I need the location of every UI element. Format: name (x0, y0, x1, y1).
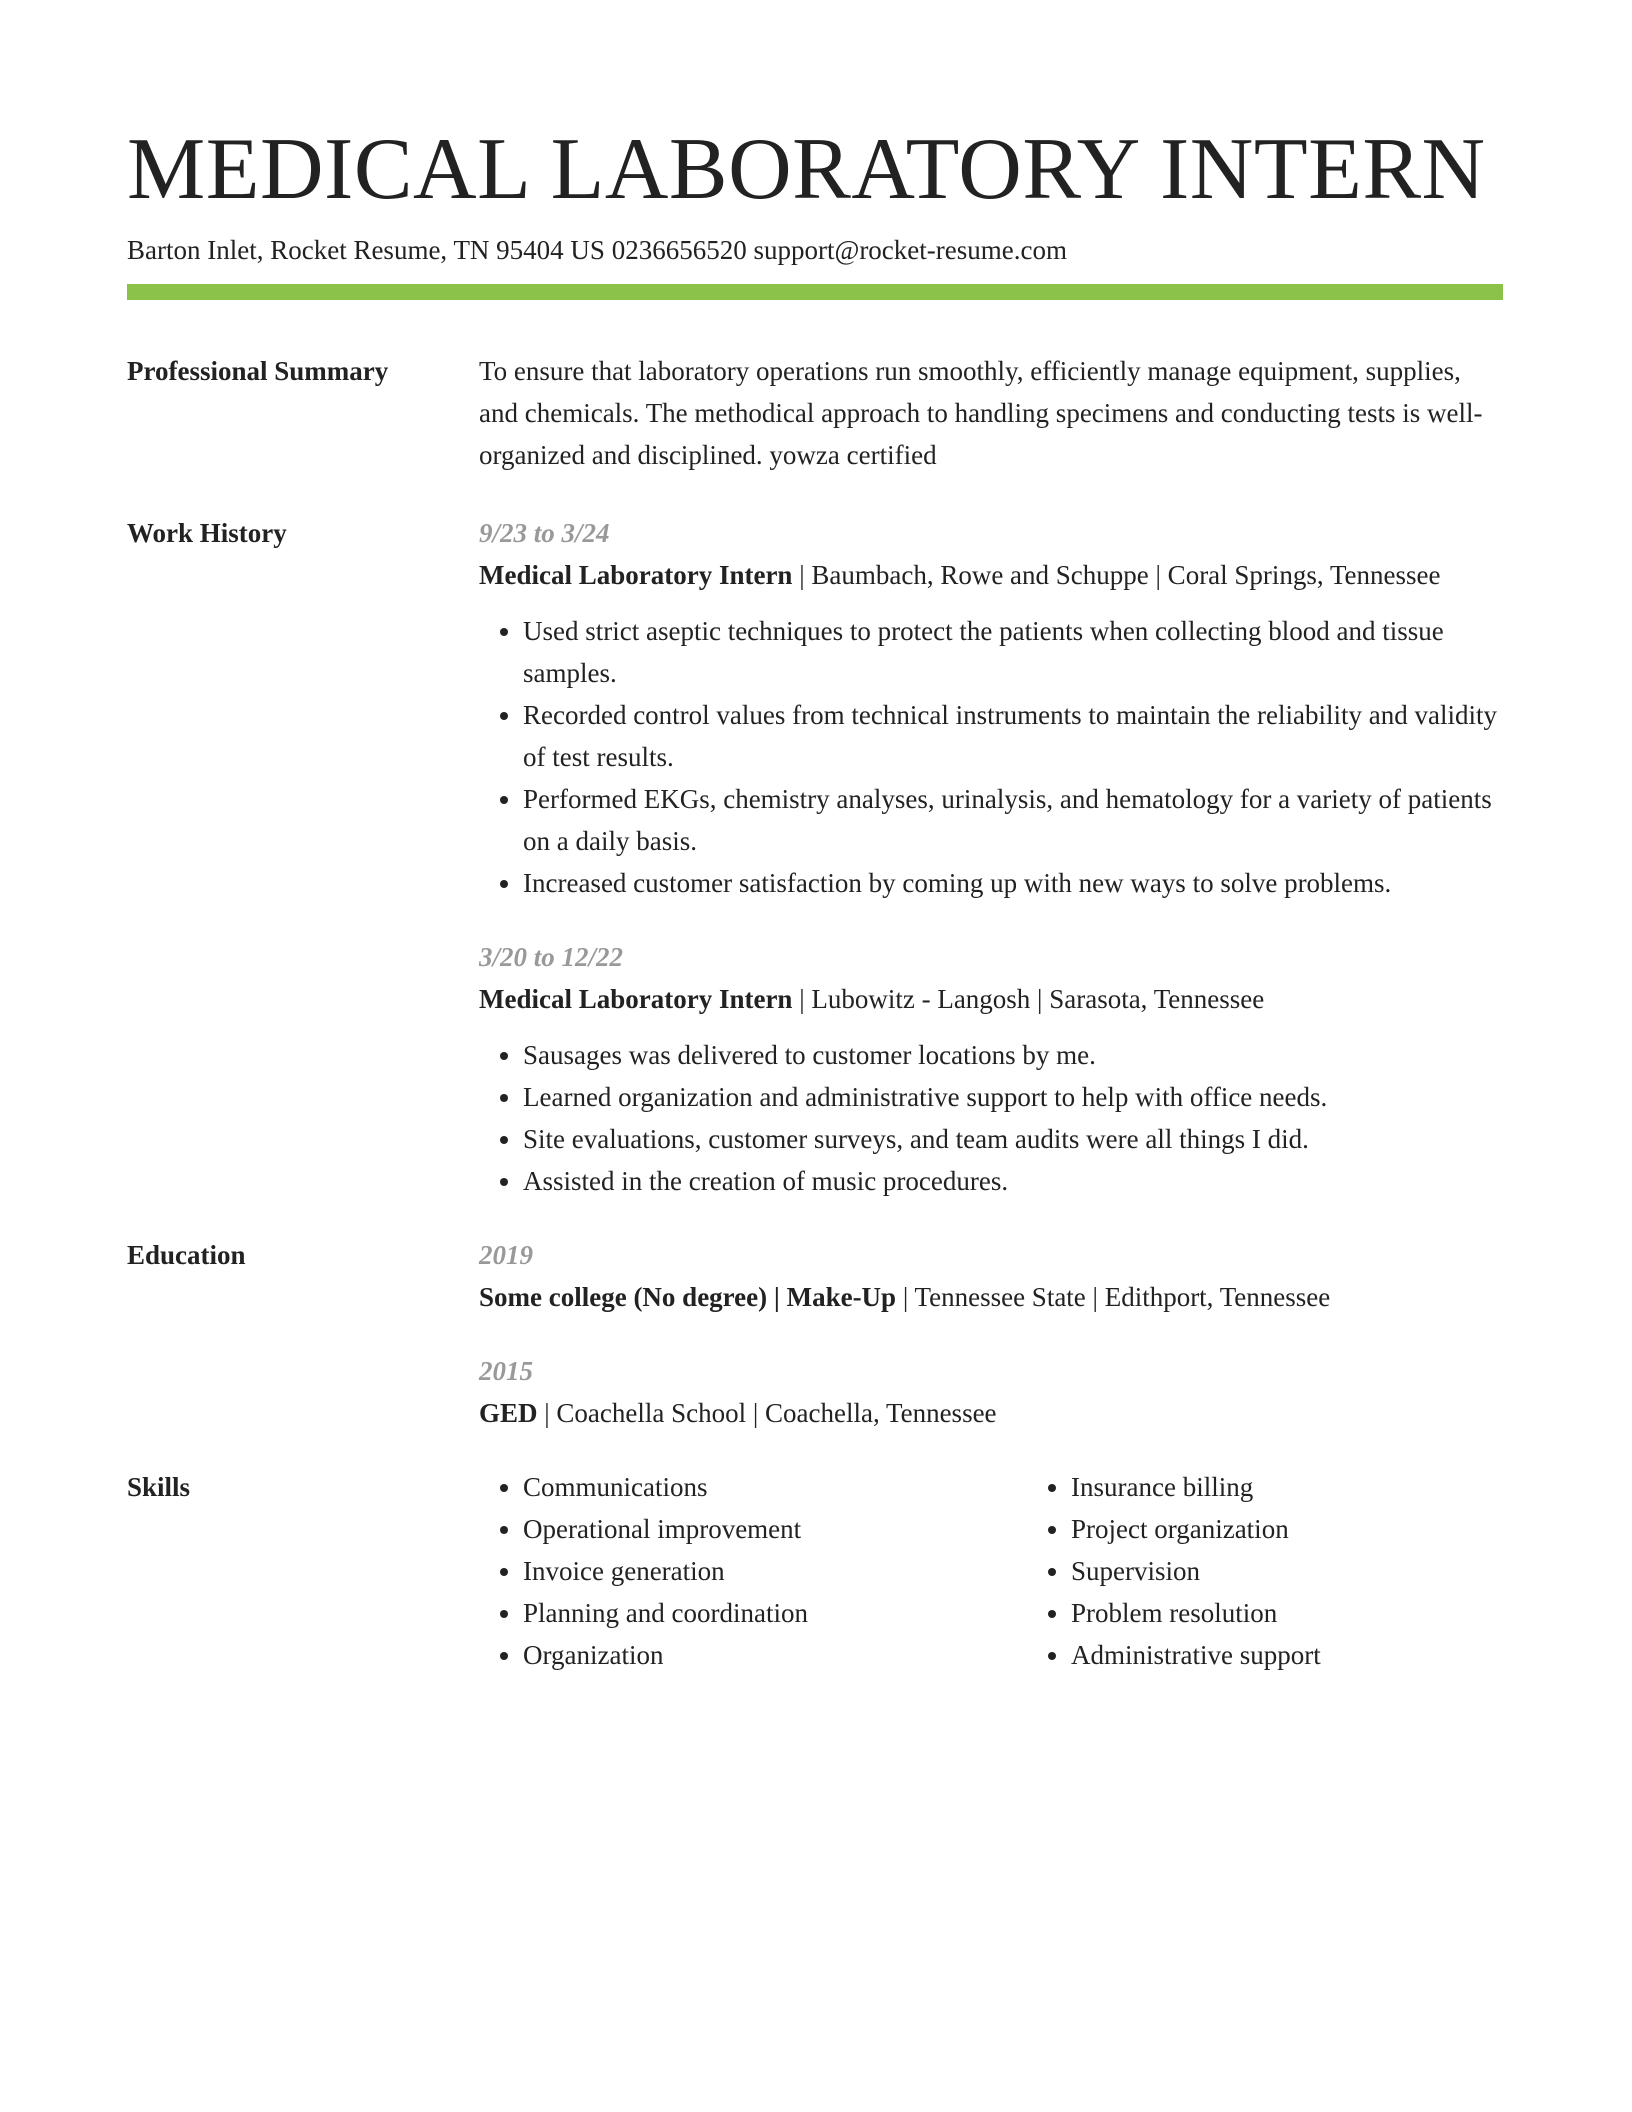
section-label-work: Work History (127, 518, 287, 548)
education-details: | Tennessee State | Edithport, Tennessee (896, 1282, 1331, 1312)
accent-divider (127, 284, 1503, 300)
skills-column-1 (479, 1466, 1027, 1676)
education-year: 2015 (479, 1356, 533, 1386)
work-entry (479, 512, 1503, 904)
skill-item: • Project organization (1071, 1508, 1571, 1550)
contact-email: support@rocket-resume.com (753, 235, 1067, 265)
skills-column-2 (1027, 1466, 1571, 1676)
summary-text: To ensure that laboratory operations run smoothly, efficiently manage equipment, supplies, and chemicals. The methodical approach to handling specimens and conducting tests is well-organized and disciplined. yowza certified (479, 356, 1483, 470)
education-details: | Coachella School | Coachella, Tennessee (537, 1398, 997, 1428)
work-bullet: • Site evaluations, customer surveys, and team audits were all things I did. (523, 1118, 1503, 1160)
education-section (127, 1234, 1503, 1434)
work-dates: 3/20 to 12/22 (479, 942, 624, 972)
work-bullet: • Learned organization and administrative support to help with office needs. (523, 1076, 1503, 1118)
contact-address: Barton Inlet, Rocket Resume, TN 95404 US (127, 235, 605, 265)
education-entries (479, 1234, 1503, 1434)
work-bullet: • Recorded control values from technical instruments to maintain the reliability and validity of test results. (523, 694, 1503, 778)
education-degree: GED (479, 1398, 538, 1428)
skill-item: • Insurance billing (1071, 1466, 1571, 1508)
work-bullet: • Increased customer satisfaction by coming up with new ways to solve problems. (523, 862, 1503, 904)
section-label-skills: Skills (127, 1472, 191, 1502)
contact-phone: 0236656520 (611, 235, 747, 265)
work-history-section (127, 512, 1503, 1202)
skill-item: • Communications (523, 1466, 1027, 1508)
skill-item: • Planning and coordination (523, 1592, 1027, 1634)
work-role-line (479, 554, 1503, 596)
work-bullets (479, 1034, 1503, 1202)
education-line (479, 1392, 1503, 1434)
education-year: 2019 (479, 1240, 533, 1270)
education-entry (479, 1234, 1503, 1318)
work-bullet: • Used strict aseptic techniques to protect the patients when collecting blood and tissue samples. (523, 610, 1503, 694)
work-dates: 9/23 to 3/24 (479, 518, 610, 548)
skill-item: • Invoice generation (523, 1550, 1027, 1592)
work-details: | Baumbach, Rowe and Schuppe | Coral Springs, Tennessee (792, 560, 1441, 590)
contact-line (127, 232, 1503, 268)
skill-item: • Operational improvement (523, 1508, 1027, 1550)
section-label-summary: Professional Summary (127, 356, 389, 386)
work-bullet: • Assisted in the creation of music procedures. (523, 1160, 1503, 1202)
section-label-education: Education (127, 1240, 246, 1270)
work-entry (479, 936, 1503, 1202)
work-bullet: • Sausages was delivered to customer locations by me. (523, 1034, 1503, 1076)
work-role: Medical Laboratory Intern (479, 560, 793, 590)
skill-item: • Supervision (1071, 1550, 1571, 1592)
skill-item: • Organization (523, 1634, 1027, 1676)
summary-section (127, 350, 1503, 476)
skill-item: • Problem resolution (1071, 1592, 1571, 1634)
work-details: | Lubowitz - Langosh | Sarasota, Tennessee (792, 984, 1265, 1014)
work-bullet: • Performed EKGs, chemistry analyses, urinalysis, and hematology for a variety of patients on a daily basis. (523, 778, 1503, 862)
skill-item: • Administrative support (1071, 1634, 1571, 1676)
work-entries (479, 512, 1503, 1202)
candidate-name: MEDICAL LABORATORY INTERN (127, 121, 1486, 218)
education-line (479, 1276, 1503, 1318)
skills-list (479, 1466, 1571, 1676)
education-entry (479, 1350, 1503, 1434)
skills-section (127, 1466, 1503, 1676)
work-role: Medical Laboratory Intern (479, 984, 793, 1014)
work-bullets (479, 610, 1503, 904)
work-role-line (479, 978, 1503, 1020)
education-degree: Some college (No degree) | Make-Up (479, 1282, 897, 1312)
resume-page (127, 118, 1503, 1676)
